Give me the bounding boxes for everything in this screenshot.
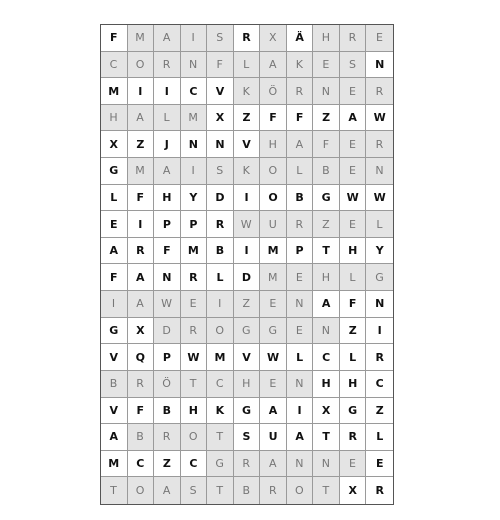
grid-cell[interactable]: I (154, 78, 181, 105)
grid-cell[interactable]: L (101, 185, 128, 212)
grid-cell[interactable]: N (366, 52, 393, 79)
grid-cell[interactable]: X (101, 131, 128, 158)
grid-cell[interactable]: L (234, 52, 261, 79)
grid-cell[interactable]: Y (181, 185, 208, 212)
grid-cell[interactable]: D (154, 318, 181, 345)
grid-cell[interactable]: T (313, 477, 340, 504)
grid-cell[interactable]: N (207, 131, 234, 158)
grid-cell[interactable]: I (101, 291, 128, 318)
word-search-grid (100, 24, 394, 505)
grid-cell[interactable]: E (313, 52, 340, 79)
grid-cell[interactable]: P (154, 211, 181, 238)
grid-cell[interactable]: G (234, 398, 261, 425)
grid-cell[interactable]: S (181, 477, 208, 504)
grid-cell[interactable]: C (181, 78, 208, 105)
grid-cell[interactable]: X (313, 398, 340, 425)
grid-cell[interactable]: Y (366, 238, 393, 265)
grid-cell[interactable]: E (287, 264, 314, 291)
grid-cell[interactable]: C (128, 451, 155, 478)
grid-cell[interactable]: R (234, 25, 261, 52)
grid-cell[interactable]: V (101, 398, 128, 425)
grid-cell[interactable]: G (101, 158, 128, 185)
grid-cell[interactable]: E (287, 318, 314, 345)
grid-cell[interactable]: L (340, 344, 367, 371)
grid-cell[interactable]: H (234, 371, 261, 398)
grid-cell[interactable]: J (154, 131, 181, 158)
grid-cell[interactable]: Ö (260, 78, 287, 105)
grid-cell[interactable]: V (207, 78, 234, 105)
grid-cell[interactable]: W (366, 185, 393, 212)
grid-cell[interactable]: N (287, 371, 314, 398)
grid-cell[interactable]: R (207, 211, 234, 238)
grid-cell[interactable]: T (181, 371, 208, 398)
grid-cell[interactable]: R (154, 424, 181, 451)
grid-cell[interactable]: U (260, 424, 287, 451)
grid-cell[interactable]: Z (340, 318, 367, 345)
grid-cell[interactable]: I (128, 211, 155, 238)
grid-cell[interactable]: O (128, 52, 155, 79)
grid-cell[interactable]: N (181, 52, 208, 79)
grid-cell[interactable]: F (101, 25, 128, 52)
grid-cell[interactable]: Q (128, 344, 155, 371)
grid-cell[interactable]: Z (234, 105, 261, 132)
grid-cell[interactable]: G (366, 264, 393, 291)
grid-cell[interactable]: A (287, 131, 314, 158)
grid-cell[interactable]: A (154, 25, 181, 52)
grid-cell[interactable]: Z (128, 131, 155, 158)
grid-cell[interactable]: G (313, 185, 340, 212)
grid-cell[interactable]: W (154, 291, 181, 318)
grid-cell[interactable]: L (154, 105, 181, 132)
grid-cell[interactable]: B (313, 158, 340, 185)
grid-cell[interactable]: H (181, 398, 208, 425)
grid-cell[interactable]: I (287, 398, 314, 425)
grid-cell[interactable]: Ä (287, 25, 314, 52)
grid-cell[interactable]: N (287, 451, 314, 478)
grid-cell[interactable]: L (340, 264, 367, 291)
grid-cell[interactable]: F (128, 185, 155, 212)
grid-cell[interactable]: H (313, 371, 340, 398)
grid-cell[interactable]: C (366, 371, 393, 398)
grid-cell[interactable]: A (287, 424, 314, 451)
grid-cell[interactable]: R (287, 211, 314, 238)
grid-cell[interactable]: I (366, 318, 393, 345)
grid-cell[interactable]: M (260, 238, 287, 265)
grid-cell[interactable]: A (260, 52, 287, 79)
grid-cell[interactable]: Ö (154, 371, 181, 398)
grid-cell[interactable]: A (260, 398, 287, 425)
grid-cell[interactable]: T (101, 477, 128, 504)
grid-cell[interactable]: I (181, 25, 208, 52)
grid-cell[interactable]: A (101, 424, 128, 451)
grid-cell[interactable]: O (260, 185, 287, 212)
grid-cell[interactable]: P (154, 344, 181, 371)
grid-cell[interactable]: O (287, 477, 314, 504)
grid-cell[interactable]: U (260, 211, 287, 238)
grid-cell[interactable]: S (340, 52, 367, 79)
grid-cell[interactable]: C (313, 344, 340, 371)
grid-cell[interactable]: H (313, 25, 340, 52)
grid-cell[interactable]: N (313, 318, 340, 345)
grid-cell[interactable]: X (260, 25, 287, 52)
grid-cell[interactable]: Z (234, 291, 261, 318)
grid-cell[interactable]: A (154, 477, 181, 504)
grid-cell[interactable]: R (128, 238, 155, 265)
grid-cell[interactable]: F (260, 105, 287, 132)
grid-cell[interactable]: P (287, 238, 314, 265)
grid-cell[interactable]: W (181, 344, 208, 371)
grid-cell[interactable]: W (340, 185, 367, 212)
grid-cell[interactable]: E (181, 291, 208, 318)
grid-cell[interactable]: I (181, 158, 208, 185)
grid-cell[interactable]: F (154, 238, 181, 265)
grid-cell[interactable]: I (234, 238, 261, 265)
grid-cell[interactable]: K (287, 52, 314, 79)
grid-cell[interactable]: A (128, 291, 155, 318)
grid-cell[interactable]: G (101, 318, 128, 345)
grid-cell[interactable]: F (287, 105, 314, 132)
grid-cell[interactable]: O (260, 158, 287, 185)
grid-cell[interactable]: L (366, 424, 393, 451)
grid-cell[interactable]: S (234, 424, 261, 451)
grid-cell[interactable]: L (207, 264, 234, 291)
grid-cell[interactable]: H (313, 264, 340, 291)
grid-cell[interactable]: Z (313, 211, 340, 238)
grid-cell[interactable]: R (287, 78, 314, 105)
grid-cell[interactable]: H (154, 185, 181, 212)
grid-cell[interactable]: N (154, 264, 181, 291)
grid-cell[interactable]: K (234, 158, 261, 185)
grid-cell[interactable]: K (234, 78, 261, 105)
grid-cell[interactable]: E (340, 211, 367, 238)
grid-cell[interactable]: O (207, 318, 234, 345)
grid-cell[interactable]: W (234, 211, 261, 238)
grid-cell[interactable]: X (128, 318, 155, 345)
grid-cell[interactable]: E (340, 158, 367, 185)
grid-cell[interactable]: G (260, 318, 287, 345)
grid-cell[interactable]: L (287, 344, 314, 371)
grid-cell[interactable]: M (207, 344, 234, 371)
grid-cell[interactable]: X (207, 105, 234, 132)
grid-cell[interactable]: H (101, 105, 128, 132)
grid-cell[interactable]: R (154, 52, 181, 79)
grid-cell[interactable]: E (340, 131, 367, 158)
grid-cell[interactable]: N (181, 131, 208, 158)
grid-cell[interactable]: N (287, 291, 314, 318)
grid-cell[interactable]: M (181, 105, 208, 132)
grid-cell[interactable]: R (128, 371, 155, 398)
grid-cell[interactable]: R (366, 131, 393, 158)
grid-cell[interactable]: E (260, 371, 287, 398)
grid-cell[interactable]: B (128, 424, 155, 451)
grid-cell[interactable]: B (287, 185, 314, 212)
grid-cell[interactable]: C (181, 451, 208, 478)
grid-cell[interactable]: K (207, 398, 234, 425)
grid-cell[interactable]: V (101, 344, 128, 371)
grid-cell[interactable]: N (366, 158, 393, 185)
grid-cell[interactable]: A (340, 105, 367, 132)
grid-cell[interactable]: B (234, 477, 261, 504)
grid-cell[interactable]: M (128, 25, 155, 52)
grid-cell[interactable]: M (181, 238, 208, 265)
grid-cell[interactable]: E (366, 451, 393, 478)
grid-cell[interactable]: L (366, 211, 393, 238)
grid-cell[interactable]: B (154, 398, 181, 425)
grid-cell[interactable]: A (260, 451, 287, 478)
grid-cell[interactable]: G (234, 318, 261, 345)
grid-cell[interactable]: F (207, 52, 234, 79)
grid-cell[interactable]: A (128, 264, 155, 291)
grid-cell[interactable]: W (366, 105, 393, 132)
grid-cell[interactable]: A (313, 291, 340, 318)
grid-cell[interactable]: S (207, 158, 234, 185)
grid-cell[interactable]: R (366, 477, 393, 504)
grid-cell[interactable]: F (128, 398, 155, 425)
grid-cell[interactable]: M (101, 451, 128, 478)
grid-cell[interactable]: R (181, 318, 208, 345)
grid-cell[interactable]: V (234, 344, 261, 371)
grid-cell[interactable]: F (340, 291, 367, 318)
grid-cell[interactable]: H (340, 371, 367, 398)
grid-cell[interactable]: M (128, 158, 155, 185)
grid-cell[interactable]: I (207, 291, 234, 318)
grid-cell[interactable]: Z (313, 105, 340, 132)
grid-cell[interactable]: H (340, 238, 367, 265)
grid-cell[interactable]: R (340, 25, 367, 52)
grid-cell[interactable]: G (340, 398, 367, 425)
grid-cell[interactable]: Z (366, 398, 393, 425)
grid-cell[interactable]: Z (154, 451, 181, 478)
grid-cell[interactable]: X (340, 477, 367, 504)
grid-cell[interactable]: D (207, 185, 234, 212)
grid-cell[interactable]: F (101, 264, 128, 291)
grid-cell[interactable]: W (260, 344, 287, 371)
grid-cell[interactable]: B (207, 238, 234, 265)
grid-cell[interactable]: D (234, 264, 261, 291)
grid-cell[interactable]: R (366, 344, 393, 371)
grid-cell[interactable]: E (366, 25, 393, 52)
grid-cell[interactable]: E (101, 211, 128, 238)
grid-cell[interactable]: R (260, 477, 287, 504)
grid-cell[interactable]: F (313, 131, 340, 158)
grid-cell[interactable]: M (101, 78, 128, 105)
grid-cell[interactable]: P (181, 211, 208, 238)
grid-cell[interactable]: E (260, 291, 287, 318)
grid-cell[interactable]: S (207, 25, 234, 52)
grid-cell[interactable]: E (340, 451, 367, 478)
grid-cell[interactable]: R (366, 78, 393, 105)
grid-cell[interactable]: N (366, 291, 393, 318)
grid-cell[interactable]: L (287, 158, 314, 185)
grid-cell[interactable]: N (313, 451, 340, 478)
grid-cell[interactable]: R (340, 424, 367, 451)
grid-cell[interactable]: V (234, 131, 261, 158)
grid-cell[interactable]: R (181, 264, 208, 291)
grid-cell[interactable]: T (207, 424, 234, 451)
grid-cell[interactable]: R (234, 451, 261, 478)
grid-cell[interactable]: M (260, 264, 287, 291)
grid-cell[interactable]: O (181, 424, 208, 451)
grid-cell[interactable]: N (313, 78, 340, 105)
grid-cell[interactable]: A (101, 238, 128, 265)
grid-cell[interactable]: A (128, 105, 155, 132)
grid-cell[interactable]: B (101, 371, 128, 398)
grid-cell[interactable]: E (340, 78, 367, 105)
grid-cell[interactable]: O (128, 477, 155, 504)
grid-cell[interactable]: I (128, 78, 155, 105)
grid-cell[interactable]: T (313, 238, 340, 265)
grid-cell[interactable]: T (207, 477, 234, 504)
grid-cell[interactable]: T (313, 424, 340, 451)
grid-cell[interactable]: C (207, 371, 234, 398)
grid-cell[interactable]: A (154, 158, 181, 185)
grid-cell[interactable]: G (207, 451, 234, 478)
grid-cell[interactable]: I (234, 185, 261, 212)
grid-cell[interactable]: C (101, 52, 128, 79)
grid-cell[interactable]: H (260, 131, 287, 158)
